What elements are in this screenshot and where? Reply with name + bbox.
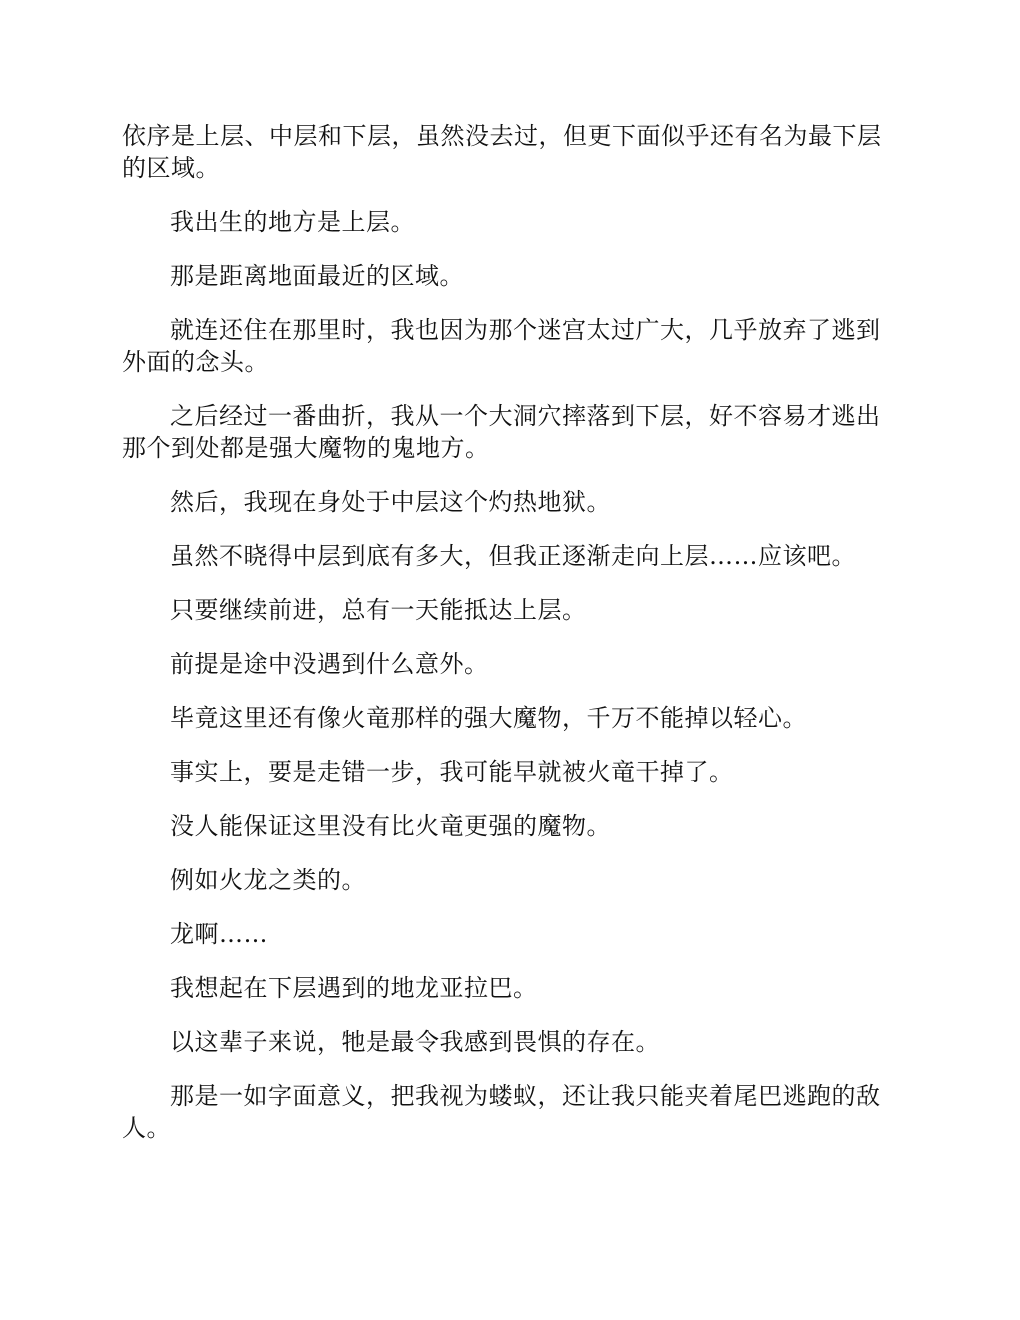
paragraph-13: 例如火龙之类的。 — [170, 866, 366, 894]
paragraph-1: 依序是上层、中层和下层，虽然没去过，但更下面似乎还有名为最下层的区域。 — [122, 122, 882, 182]
body-text — [122, 120, 898, 1166]
paragraph-5: 之后经过一番曲折，我从一个大洞穴摔落到下层，好不容易才逃出那个到处都是强大魔物的鬼地方。 — [122, 402, 881, 462]
paragraph-7: 虽然不晓得中层到底有多大，但我正逐渐走向上层……应该吧。 — [170, 542, 856, 570]
paragraph-17: 那是一如字面意义，把我视为蝼蚁，还让我只能夹着尾巴逃跑的敌人。 — [122, 1082, 881, 1142]
paragraph-4: 就连还住在那里时，我也因为那个迷宫太过广大，几乎放弃了逃到外面的念头。 — [122, 316, 881, 376]
paragraph-15: 我想起在下层遇到的地龙亚拉巴。 — [170, 974, 538, 1002]
paragraph-9: 前提是途中没遇到什么意外。 — [170, 650, 489, 678]
paragraph-16: 以这辈子来说，牠是最令我感到畏惧的存在。 — [170, 1028, 660, 1056]
paragraph-3: 那是距离地面最近的区域。 — [170, 262, 464, 290]
paragraph-14: 龙啊…… — [170, 920, 268, 948]
paragraph-2: 我出生的地方是上层。 — [170, 208, 415, 236]
paragraph-6: 然后，我现在身处于中层这个灼热地狱。 — [170, 488, 611, 516]
paragraph-8: 只要继续前进，总有一天能抵达上层。 — [170, 596, 587, 624]
paragraph-12: 没人能保证这里没有比火竜更强的魔物。 — [170, 812, 611, 840]
paragraph-11: 事实上，要是走错一步，我可能早就被火竜干掉了。 — [170, 758, 734, 786]
paragraph-10: 毕竟这里还有像火竜那样的强大魔物，千万不能掉以轻心。 — [170, 704, 807, 732]
